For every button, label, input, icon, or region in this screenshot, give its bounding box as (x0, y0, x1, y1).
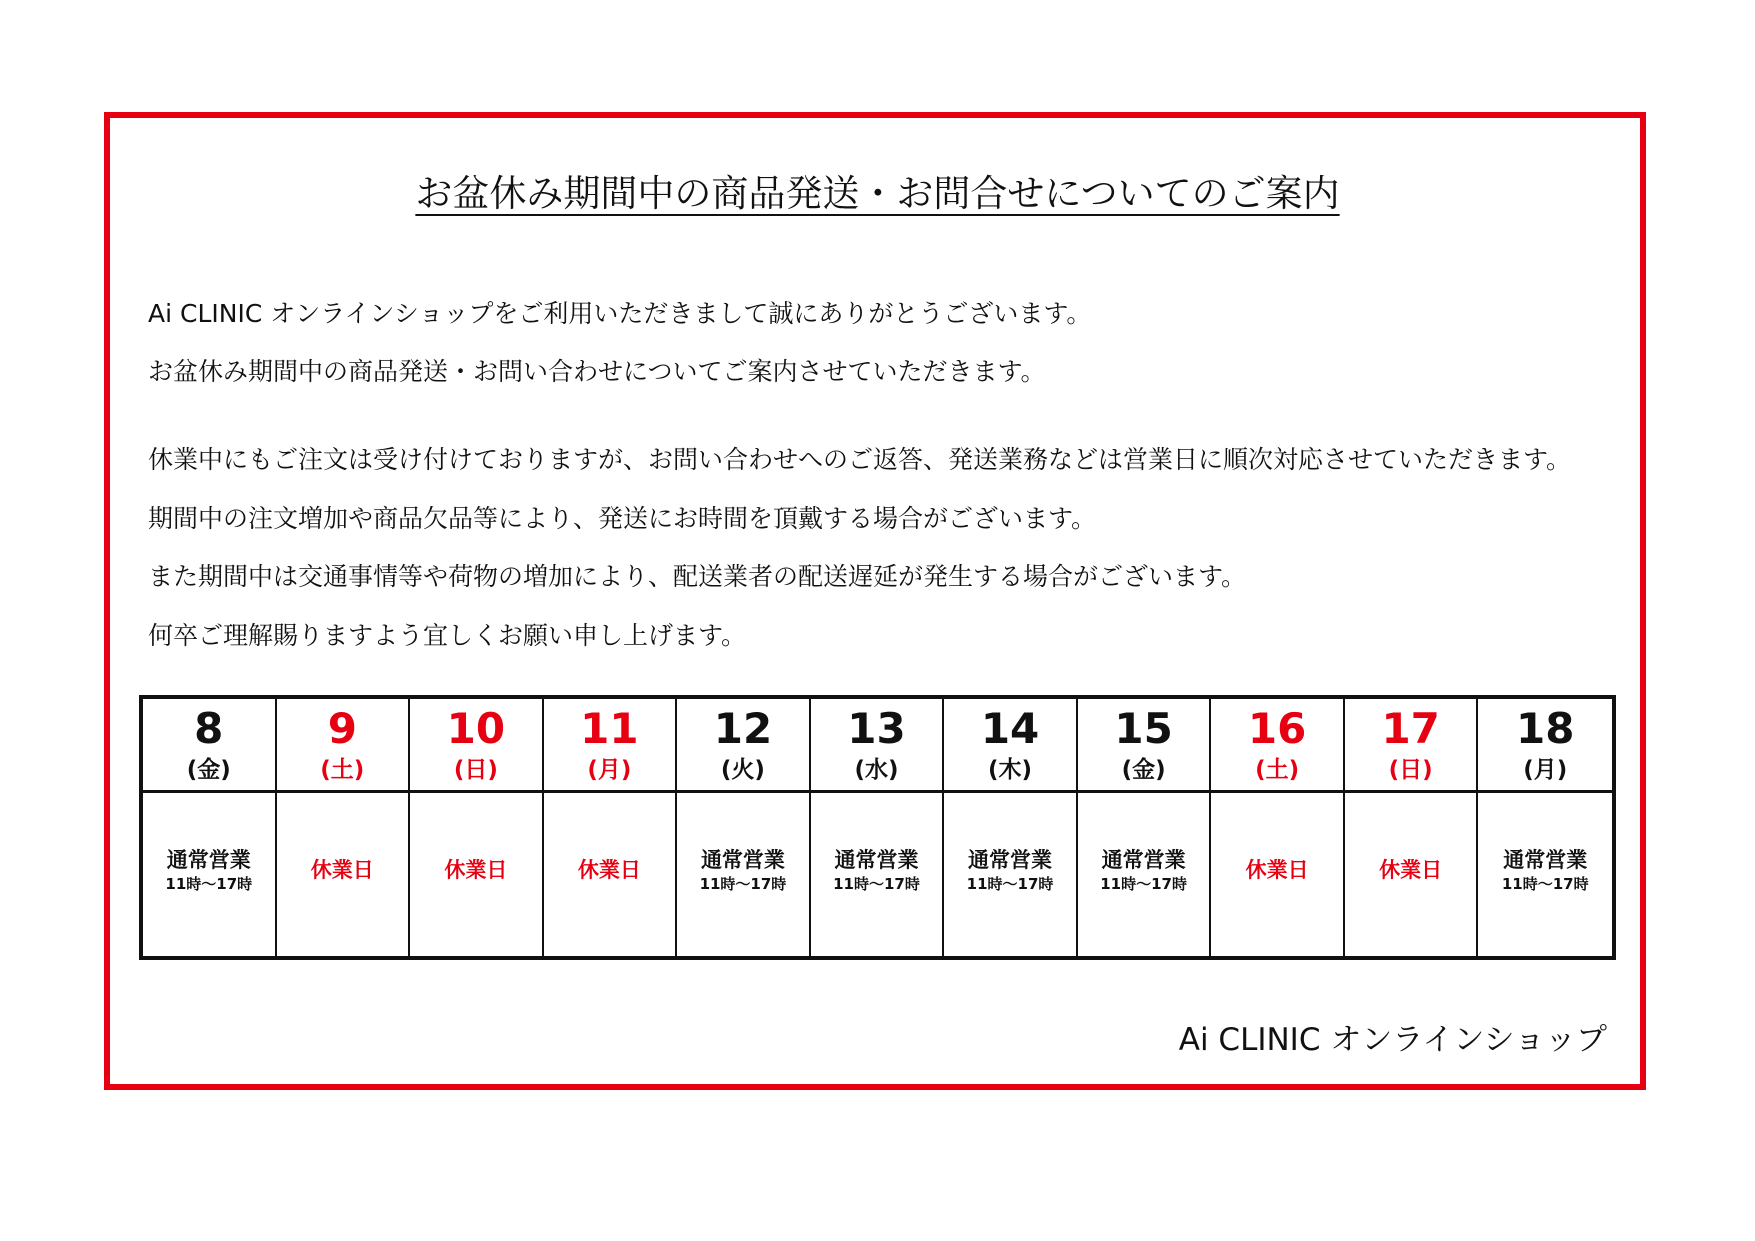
business-status: 通常営業 (166, 847, 251, 872)
weekday: (金) (1121, 757, 1166, 783)
day-number: 16 (1247, 704, 1307, 753)
weekday: (日) (1388, 757, 1433, 783)
day-number: 17 (1381, 704, 1440, 753)
day-number: 15 (1114, 704, 1173, 753)
day-number: 8 (194, 704, 224, 753)
schedule-column-13 (811, 699, 945, 956)
schedule-cell (1211, 793, 1343, 956)
weekday: (月) (1523, 757, 1568, 783)
schedule-header (1078, 699, 1210, 793)
page-title (0, 170, 1755, 218)
weekday: (木) (988, 757, 1033, 783)
page-title-text: お盆休み期間中の商品発送・お問合せについてのご案内 (415, 172, 1340, 215)
schedule-column-12 (677, 699, 811, 956)
schedule-cell (944, 793, 1076, 956)
weekday: (金) (186, 757, 231, 783)
schedule-header (677, 699, 809, 793)
schedule-header (944, 699, 1076, 793)
business-status: 休業日 (310, 857, 374, 882)
shop-signature: Ai CLINIC オンラインショップ (1178, 1022, 1607, 1058)
schedule-column-9 (277, 699, 411, 956)
schedule-cell (1345, 793, 1477, 956)
business-status: 通常営業 (700, 847, 785, 872)
schedule-cell (544, 793, 676, 956)
schedule-cell (410, 793, 542, 956)
schedule-column-17 (1345, 699, 1479, 956)
schedule-column-18 (1478, 699, 1612, 956)
business-hours: 11時～17時 (1100, 874, 1187, 893)
schedule-header (143, 699, 275, 793)
business-hours: 11時～17時 (833, 874, 920, 893)
business-status: 通常営業 (834, 847, 919, 872)
schedule-header (1211, 699, 1343, 793)
paragraph-delay: 期間中の注文増加や商品欠品等により、発送にお時間を頂戴する場合がございます。 (148, 504, 1097, 533)
schedule-header (1345, 699, 1477, 793)
schedule-column-15 (1078, 699, 1212, 956)
weekday: (日) (453, 757, 498, 783)
paragraph-intro: お盆休み期間中の商品発送・お問い合わせについてご案内させていただきます。 (148, 357, 1046, 386)
weekday: (水) (854, 757, 899, 783)
business-status: 休業日 (577, 857, 641, 882)
schedule-header (410, 699, 542, 793)
business-status: 通常営業 (1101, 847, 1186, 872)
day-number: 18 (1516, 704, 1575, 753)
paragraph-closing: 何卒ご理解賜りますよう宜しくお願い申し上げます。 (148, 621, 747, 650)
schedule-cell (677, 793, 809, 956)
schedule-column-10 (410, 699, 544, 956)
schedule-column-16 (1211, 699, 1345, 956)
weekday: (月) (587, 757, 632, 783)
paragraph-thanks: Ai CLINIC オンラインショップをご利用いただきまして誠にありがとうございます。 (148, 299, 1092, 328)
schedule-header (277, 699, 409, 793)
schedule-cell (1478, 793, 1612, 956)
schedule-cell (811, 793, 943, 956)
schedule-column-14 (944, 699, 1078, 956)
business-hours: 11時～17時 (165, 874, 253, 893)
business-status: 休業日 (444, 857, 508, 882)
weekday: (土) (320, 757, 365, 783)
schedule-cell (143, 793, 275, 956)
schedule-table (139, 695, 1616, 960)
business-status: 休業日 (1379, 857, 1443, 882)
business-hours: 11時～17時 (699, 874, 787, 893)
weekday: (土) (1255, 757, 1300, 783)
business-status: 休業日 (1245, 857, 1309, 882)
weekday: (火) (720, 757, 765, 783)
schedule-header (1478, 699, 1612, 793)
schedule-column-11 (544, 699, 678, 956)
day-number: 14 (980, 704, 1040, 753)
day-number: 11 (580, 704, 639, 753)
day-number: 10 (446, 704, 506, 753)
schedule-cell (277, 793, 409, 956)
business-hours: 11時～17時 (966, 874, 1054, 893)
schedule-header (811, 699, 943, 793)
business-status: 通常営業 (968, 847, 1053, 872)
business-hours: 11時～17時 (1501, 874, 1589, 893)
business-status: 通常営業 (1503, 847, 1588, 872)
day-number: 12 (713, 704, 773, 753)
paragraph-shipping-delay: また期間中は交通事情等や荷物の増加により、配送業者の配送遅延が発生する場合がございます。 (148, 562, 1247, 591)
schedule-column-8 (143, 699, 277, 956)
day-number: 9 (327, 704, 357, 753)
day-number: 13 (847, 704, 906, 753)
schedule-cell (1078, 793, 1210, 956)
paragraph-orders: 休業中にもご注文は受け付けておりますが、お問い合わせへのご返答、発送業務などは営業日に順次対応させていただきます。 (148, 445, 1572, 474)
schedule-header (544, 699, 676, 793)
